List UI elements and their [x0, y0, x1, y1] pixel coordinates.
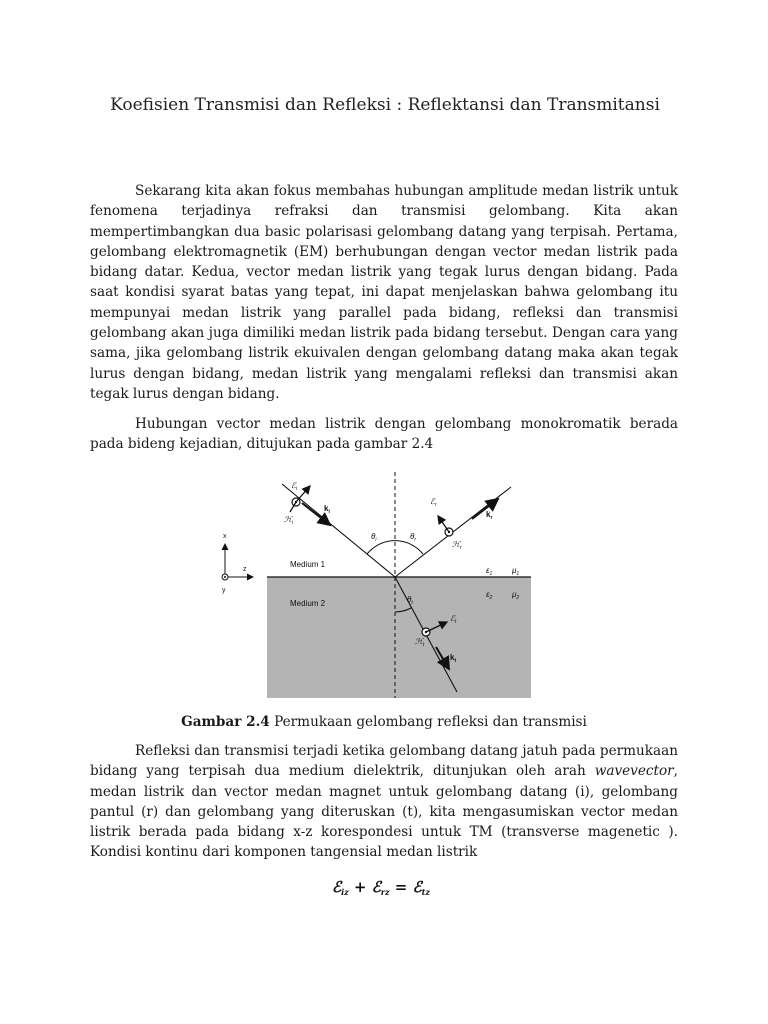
reflected-e-label: ℰ$_r$	[430, 497, 437, 508]
mu1-label: $\mu_1$	[512, 566, 520, 577]
caption-label: Gambar 2.4	[181, 714, 270, 730]
mu2-label: $\mu_2$	[512, 590, 520, 601]
paragraph-explanation-part1: Refleksi dan transmisi terjadi ketika gelombang datang jatuh pada permukaan bidang yang terpisah dua medium dielektrik, ditunjukan oleh arah	[90, 743, 678, 780]
incident-e-arrow	[296, 486, 310, 502]
transmitted-h-label: ℋ$_t$	[415, 637, 425, 648]
axis-x-label: x	[223, 533, 227, 540]
paragraph-figure-reference: Hubungan vector medan listrik dengan gelombang monokromatik berada pada bideng kejadian, ditujukan pada gambar 2.4	[90, 416, 678, 453]
figure-caption	[90, 712, 678, 732]
paragraph-explanation-italic: wavevector	[594, 763, 674, 780]
theta-t-label: $\theta_t$	[407, 595, 413, 606]
axis-z-label: z	[243, 566, 247, 573]
reflected-k-label: $k_r$	[486, 510, 493, 521]
caption-text: Permukaan gelombang refleksi dan transmisi	[269, 714, 587, 730]
transmitted-k-label: $k_t$	[450, 653, 457, 664]
incident-e-label: ℰ$_i$	[291, 481, 297, 492]
incident-k-label: $k_i$	[324, 504, 330, 515]
paragraph-intro: Sekarang kita akan fokus membahas hubungan amplitude medan listrik untuk fenomena terjadinya refraksi dan transmisi gelombang. Kita akan mempertimbangkan dua basic polarisasi gelombang datang yang terpisah. Pertama, gelombang elektromagnetik (EM) berhubungan dengan vector medan listrik pada bidang datar. Kedua, vector medan listrik yang tegak lurus dengan bidang. Pada saat kondisi syarat batas yang tepat, ini dapat menjelaskan bahwa gelombang itu mempunyai medan listrik yang parallel pada bidang, refleksi dan transmisi gelombang akan juga dimiliki medan listrik pada bidang tersebut. Dengan cara yang sama, jika gelombang listrik ekuivalen dengan gelombang datang maka akan tegak lurus dengan bidang, medan listrik yang mengalami refleksi dan transmisi akan tegak lurus dengan bidang.	[90, 183, 678, 402]
reflection-transmission-figure	[214, 472, 544, 700]
reflected-e-arrow	[438, 516, 449, 532]
equation-term-1: ℰ	[332, 878, 342, 896]
medium-2-label: Medium 2	[290, 599, 326, 608]
transmitted-e-label: ℰ$_t$	[450, 614, 457, 625]
equation-term-3: ℰ	[412, 878, 422, 896]
eps2-label: $\varepsilon_2$	[486, 590, 493, 601]
reflected-k-arrow	[472, 499, 498, 519]
theta-i-label: $\theta_i$	[371, 532, 377, 543]
paragraph-explanation-part2: , medan listrik dan vector medan magnet untuk gelombang datang (i), gelombang pantul (r) dan gelombang yang diteruskan (t), kita mengasumiskan vector medan listrik berada pada bidang x-z korespondesi untuk TM (transverse magenetic ). Kondisi kontinu dari komponen tangensial medan listrik	[90, 763, 678, 861]
theta-r-label: $\theta_r$	[410, 532, 417, 543]
equation-term-2: ℰ	[371, 878, 381, 896]
eps1-label: $\varepsilon_1$	[486, 566, 493, 577]
medium-1-label: Medium 1	[290, 560, 326, 569]
paragraph-explanation	[90, 741, 678, 863]
svg-text:ℰiz + ℰrz = ℰtz: ℰ$_{iz}$ + ℰ$_{rz}$ = ℰ$_{tz}$	[332, 878, 430, 897]
page-title: Koefisien Transmisi dan Refleksi : Reflektansi dan Transmitansi	[110, 95, 660, 115]
reflected-h-label: ℋ$_r$	[452, 540, 462, 551]
boundary-equation	[330, 875, 440, 899]
incident-h-label: ℋ$_i$	[284, 515, 294, 526]
axis-y-label: y	[222, 587, 226, 594]
